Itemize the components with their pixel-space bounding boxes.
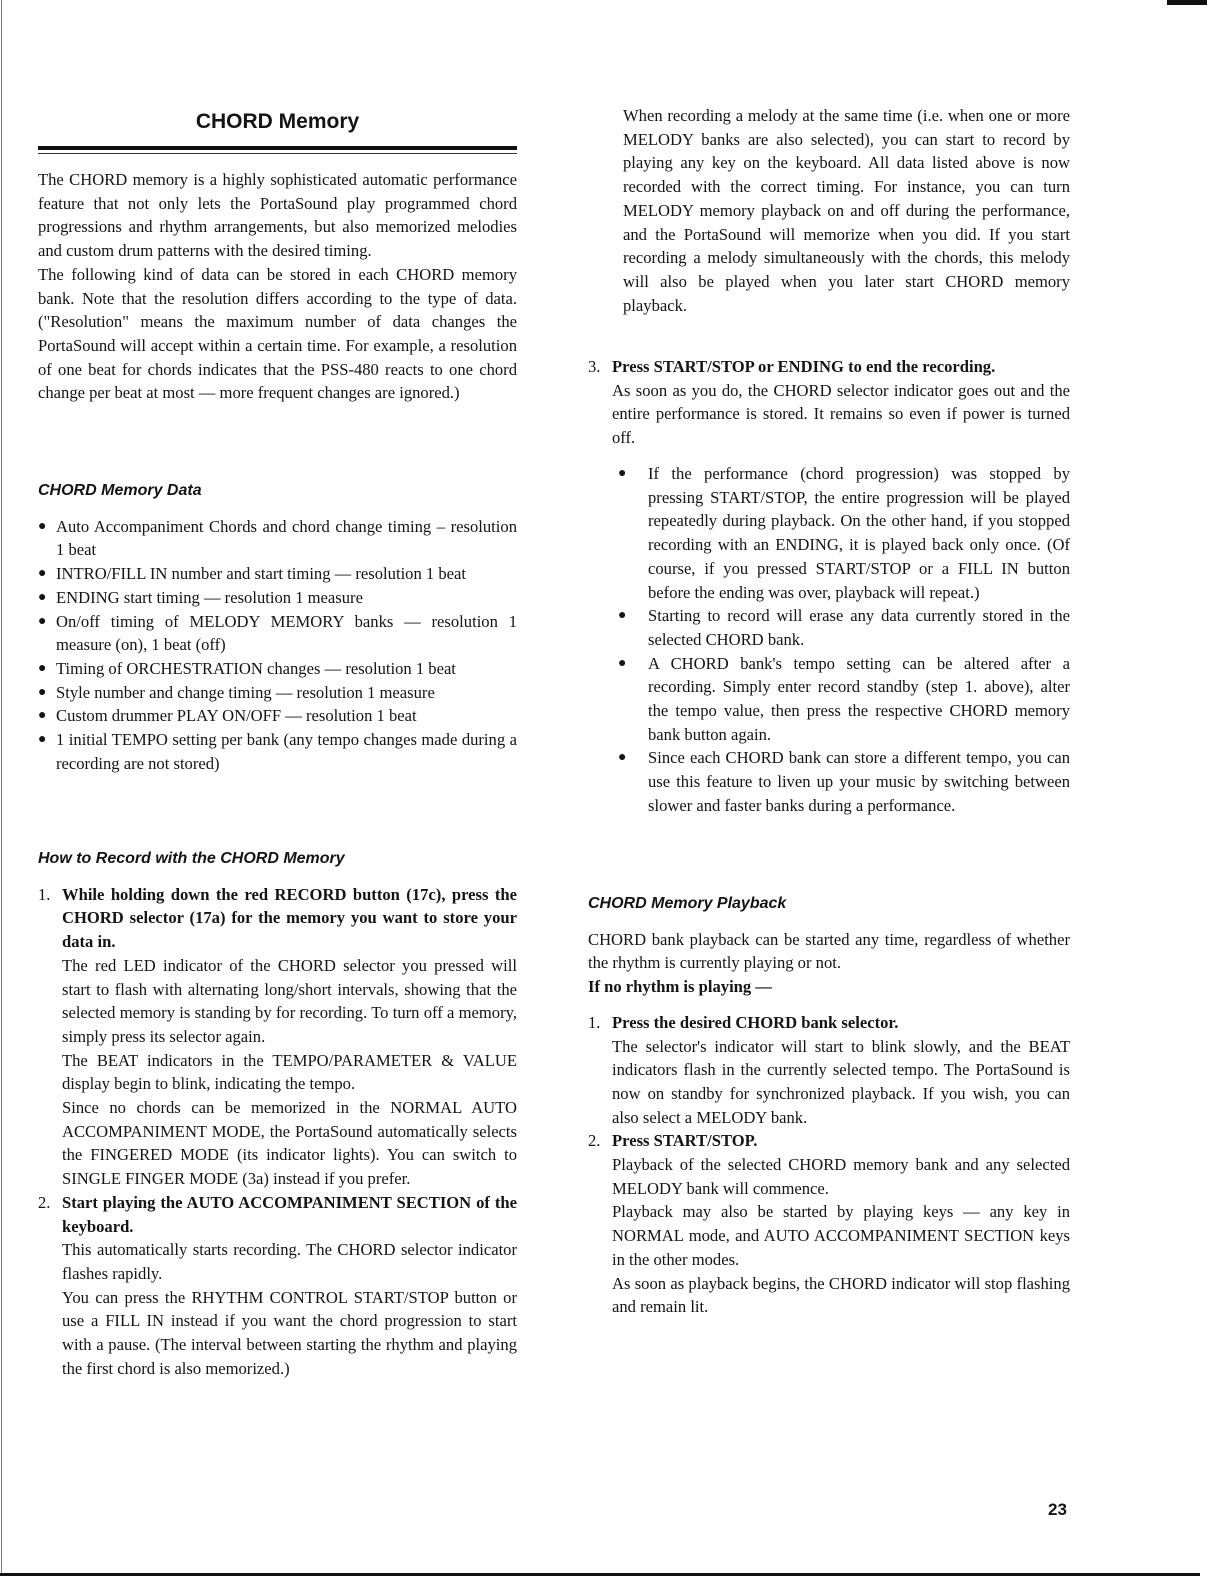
step-paragraph: The BEAT indicators in the TEMPO/PARAMETER & VALUE display begin to blink, indicating the tempo.: [62, 1050, 517, 1094]
item-text: INTRO/FILL IN number and start timing — resolution 1 beat: [56, 564, 467, 584]
page-title: CHORD Memory: [195, 110, 360, 133]
bullet-icon: ●: [38, 732, 47, 748]
bullet-icon: ●: [618, 608, 627, 624]
chord-memory-data-section: [38, 479, 517, 775]
intro: [38, 168, 517, 405]
step-number: 1.: [588, 1012, 601, 1032]
step-paragraph: As soon as you do, the CHORD selector indicator goes out and the entire performance is stored. It remains so even if power is turned off.: [612, 380, 1070, 448]
bullet-icon: ●: [38, 589, 47, 605]
step-paragraph: Since no chords can be memorized in the NORMAL AUTO ACCOMPANIMENT MODE, the PortaSound automatically selects the FINGERED MODE (its indicator lights). You can switch to SINGLE FINGER MODE (3a) instead if you prefer.: [62, 1098, 517, 1189]
bullet-icon: ●: [38, 566, 47, 582]
list-item: [38, 657, 517, 681]
step-1: [38, 883, 517, 1191]
item-text: Style number and change timing — resolution 1 measure: [56, 682, 435, 702]
list-item: [38, 515, 517, 562]
step-number: 2.: [38, 1192, 51, 1212]
bullet-icon: ●: [38, 684, 47, 700]
step-number: 2.: [588, 1131, 601, 1151]
list-item: [38, 728, 517, 775]
playback-step-1: [588, 1011, 1070, 1130]
item-text: Custom drummer PLAY ON/OFF — resolution 1 beat: [56, 706, 417, 726]
page-edge-bottom: [0, 1573, 1200, 1576]
note-text: A CHORD bank's tempo setting can be altered after a recording. Simply enter record standby (step 1. above), alter the tempo value, then press the respective CHORD memory bank button again.: [648, 653, 1070, 744]
note-item: [588, 652, 1070, 747]
item-text: ENDING start timing — resolution 1 measure: [56, 587, 363, 607]
playback-intro: CHORD bank playback can be started any time, regardless of whether the rhythm is currently playing or not.: [588, 929, 1070, 973]
step-3: [588, 355, 1070, 450]
playback-step-2: [588, 1129, 1070, 1319]
note-item: [588, 604, 1070, 651]
bullet-icon: ●: [38, 660, 47, 676]
note-text: If the performance (chord progression) was stopped by pressing START/STOP, the entire progression will be played repeatedly during playback. On the other hand, if you stopped recording with an ENDING, it is played back only once. (Of course, if you pressed START/STOP or a FILL IN button before the ending was over, playback will repeat.): [648, 464, 1070, 602]
step-number: 1.: [38, 884, 51, 904]
note-item: [588, 746, 1070, 817]
note-text: Starting to record will erase any data currently stored in the selected CHORD bank.: [648, 606, 1070, 649]
list-item: [38, 704, 517, 728]
note-item: [588, 462, 1070, 604]
list-item: [38, 610, 517, 657]
step-lead: Start playing the AUTO ACCOMPANIMENT SECTION of the keyboard.: [62, 1192, 517, 1236]
scan-mark: [1167, 0, 1207, 5]
step-lead: Press START/STOP or ENDING to end the recording.: [612, 357, 996, 376]
title-rule-thick: [38, 146, 517, 150]
title-rule-thin: [38, 153, 517, 154]
step-lead: Press the desired CHORD bank selector.: [612, 1012, 899, 1032]
step-paragraph: As soon as playback begins, the CHORD indicator will stop flashing and remain lit.: [612, 1273, 1070, 1317]
bullet-icon: ●: [618, 750, 627, 766]
item-text: 1 initial TEMPO setting per bank (any tempo changes made during a recording are not stored): [56, 730, 517, 773]
step-paragraph: The selector's indicator will start to blink slowly, and the BEAT indicators flash in the currently selected tempo. The PortaSound is now on standby for synchronized playback. If you wish, you can also select a MELODY bank.: [612, 1036, 1070, 1127]
step-paragraph: The red LED indicator of the CHORD selector you pressed will start to flash with alternating long/short intervals, showing that the selected memory is standing by for recording. To turn off a memory, simply press its selector again.: [62, 955, 517, 1046]
intro-paragraph: The following kind of data can be stored in each CHORD memory bank. Note that the resolution differs according to the type of data. ("Resolution" means the maximum number of data changes the PortaSound will accept within a certain time. For example, a resolution of one beat for chords indicates that the PSS-480 reacts to one chord change per beat at most — more frequent changes are ignored.): [38, 264, 517, 403]
step-lead: Press START/STOP.: [612, 1131, 758, 1151]
playback-subheading: If no rhythm is playing —: [588, 977, 772, 997]
bullet-icon: ●: [618, 655, 627, 671]
notes-list: [618, 462, 1070, 818]
list-item: [38, 562, 517, 586]
step-paragraph: Playback of the selected CHORD memory bank and any selected MELODY bank will commence.: [612, 1155, 1070, 1198]
section-heading: How to Record with the CHORD Memory: [38, 850, 345, 867]
page-number: 23: [1048, 1500, 1067, 1519]
step-lead: While holding down the red RECORD button (17c), press the CHORD selector (17a) for the memory you want to store your data in.: [62, 884, 517, 952]
section-heading: CHORD Memory Data: [38, 482, 202, 499]
record-section: [38, 847, 517, 1380]
step-number: 3.: [588, 357, 601, 376]
bullet-icon: ●: [38, 613, 47, 629]
bullet-icon: ●: [38, 518, 47, 534]
note-text: Since each CHORD bank can store a different tempo, you can use this feature to liven up your music by switching between slower and faster banks during a performance.: [648, 748, 1070, 815]
data-list: [38, 515, 517, 776]
section-heading: CHORD Memory Playback: [588, 895, 787, 912]
bullet-icon: ●: [618, 466, 627, 481]
playback-section: [588, 892, 1070, 1319]
item-text: Auto Accompaniment Chords and chord change timing – resolution 1 beat: [56, 516, 517, 560]
step-paragraph: This automatically starts recording. The CHORD selector indicator flashes rapidly.: [62, 1240, 517, 1283]
list-item: [38, 586, 517, 610]
step-3-body: [588, 355, 1070, 450]
step-2-continued: [588, 104, 1070, 317]
item-text: Timing of ORCHESTRATION changes — resolution 1 beat: [56, 658, 456, 678]
step-paragraph: When recording a melody at the same time (i.e. when one or more MELODY banks are also selected), you can start to record by playing any key on the keyboard. All data listed above is now recorded with the correct timing. For instance, you can turn MELODY memory playback on and off during the performance, and the PortaSound will memorize when you did. If you start recording a melody simultaneously with the chords, this melody will also be played when you later start CHORD memory playback.: [623, 106, 1070, 315]
step-paragraph: You can press the RHYTHM CONTROL START/STOP button or use a FILL IN instead if you want the chord progression to start with a pause. (The interval between starting the rhythm and playing the first chord is also memorized.): [62, 1287, 517, 1378]
record-notes: [588, 462, 1070, 818]
item-text: On/off timing of MELODY MEMORY banks — resolution 1 measure (on), 1 beat (off): [56, 611, 517, 655]
list-item: [38, 681, 517, 705]
page-edge-left: [1, 0, 2, 1575]
step-paragraph: Playback may also be started by playing keys — any key in NORMAL mode, and AUTO ACCOMPANIMENT SECTION keys in the other modes.: [612, 1202, 1070, 1269]
bullet-icon: ●: [38, 708, 47, 724]
step-2: [38, 1191, 517, 1381]
intro-paragraph: The CHORD memory is a highly sophisticated automatic performance feature that not only lets the PortaSound play programmed chord progressions and rhythm arrangements, but also memorized melodies and custom drum patterns with the desired timing.: [38, 170, 517, 261]
